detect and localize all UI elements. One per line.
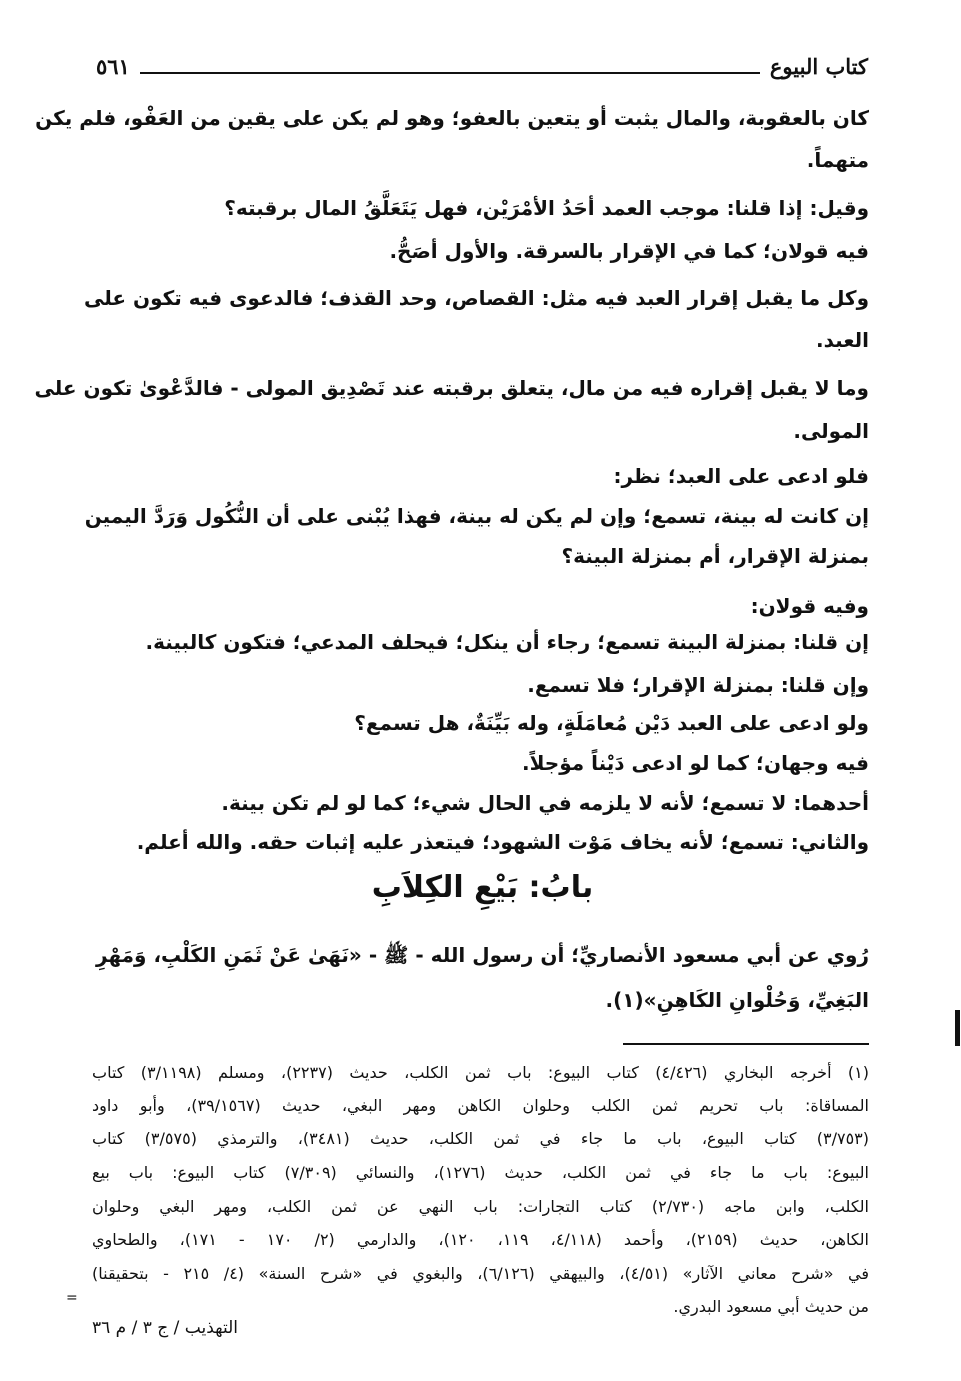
header-rule	[140, 72, 760, 74]
body-line: المولى.	[793, 419, 869, 443]
chapter-line: البَغِيِّ، وَحُلْوانِ الكَاهِنِ»(١).	[605, 988, 869, 1012]
body-line: وفيه قولان:	[750, 594, 869, 618]
footnote-line: الكلب، وابن ماجه (٢/٧٣٠) كتاب التجارات: باب النهي عن ثمن الكلب، ومهر البغي وحلوان	[92, 1197, 869, 1216]
margin-mark-bar	[955, 1010, 960, 1046]
body-line: ولو ادعى على العبد دَيْن مُعامَلَةٍ، وله بَيِّنَةٌ، هل تسمع؟	[354, 711, 869, 735]
page-number: ٥٦١	[96, 54, 130, 79]
chapter-heading: بابُ: بَيْعِ الكِلاَبِ	[371, 870, 594, 905]
body-line: كان بالعقوبة، والمال يثبت أو يتعين بالعفو؛ وهو لم يكن على يقين من العَفْو، فلم يكن	[35, 106, 869, 130]
body-line: فيه وجهان؛ كما لو ادعى دَيْناً مؤجلاً.	[522, 751, 869, 775]
footnote-line: في «شرح معاني الآثار» (٤/٥١)، والبيهقي (٦/١٢٦)، والبغوي في «شرح السنة» (٤/ ٢١٥ - بتحقيقنا)	[92, 1264, 870, 1283]
body-line: بمنزلة الإقرار، أم بمنزلة البينة؟	[561, 544, 869, 568]
footnote-line: (٣/٧٥٣) كتاب البيوع، باب ما جاء في ثمن الكلب، حديث (٣٤٨١)، والترمذي (٣/٥٧٥) كتاب	[92, 1129, 870, 1148]
footnote-line: الكاهن، حديث (٢١٥٩)، وأحمد (٤/١١٨، ١١٩، ١٢٠)، والدارمي (٢/ ١٧٠ - ١٧١)، والطحاوي	[92, 1230, 870, 1249]
footnote-line: المساقاة: باب تحريم ثمن الكلب وحلوان الكاهن ومهر البغي، حديث (٣٩/١٥٦٧)، وأبو داود	[92, 1096, 870, 1115]
footnote-rule	[623, 1043, 869, 1045]
body-line: والثاني: تسمع؛ لأنه يخاف مَوْت الشهود؛ فيتعذر عليه إثبات حقه. والله أعلم.	[136, 830, 869, 854]
chapter-line: رُوي عن أبي مسعود الأنصاريِّ؛ أن رسول الله - ﷺ - «نَهَىٰ عَنْ ثَمَنِ الكَلْبِ، وَمَهْرِ	[96, 943, 869, 967]
body-line: إن كانت له بينة، تسمع؛ وإن لم يكن له بينة، فهذا يُبْنى على أن النُّكُول وَرَدَّ اليمين	[84, 504, 869, 528]
body-line: أحدهما: لا تسمع؛ لأنه لا يلزمه في الحال شيء؛ كما لو لم تكن بينة.	[221, 791, 869, 815]
running-header	[96, 50, 868, 90]
margin-equals-mark: =	[66, 1290, 78, 1306]
running-header-title: كتاب البيوع	[769, 54, 868, 79]
body-line: فيه قولان؛ كما في الإقرار بالسرقة. والأول أصَحُّ.	[389, 239, 869, 263]
footnote-line: من حديث أبي مسعود البدري.	[673, 1297, 869, 1316]
body-line: وقيل: إذا قلنا: موجب العمد أحَدُ الأمْرَيْن، فهل يَتَعَلَّقُ المال برقبته؟	[224, 196, 869, 220]
body-line: فلو ادعى على العبد؛ نظر:	[613, 464, 869, 488]
body-line: وإن قلنا: بمنزلة الإقرار؛ فلا تسمع.	[527, 673, 869, 697]
footnote-line: البيوع: باب ما جاء في ثمن الكلب، حديث (١٢٧٦)، والنسائي (٧/٣٠٩) كتاب البيوع: باب بيع	[92, 1163, 869, 1182]
body-line: العبد.	[816, 328, 869, 352]
body-line: وما لا يقبل إقراره فيه من مال، يتعلق برقبته عند تَصْدِيق المولى - فالدَّعْوىٰ تكون على	[34, 376, 869, 400]
printer-signature: التهذيب / ج ٣ / م ٣٦	[92, 1318, 239, 1338]
footnote-line: (١) أخرجه البخاري (٤/٤٢٦) كتاب البيوع: باب ثمن الكلب، حديث (٢٢٣٧)، ومسلم (٣/١١٩٨) كتاب	[92, 1063, 869, 1082]
body-line: وكل ما يقبل إقرار العبد فيه مثل: القصاص، وحد القذف؛ فالدعوى فيه تكون على	[84, 286, 869, 310]
body-line: إن قلنا: بمنزلة البينة تسمع؛ رجاء أن ينكل؛ فيحلف المدعي؛ فتكون كالبينة.	[145, 630, 869, 654]
body-line: متهماً.	[806, 148, 869, 172]
